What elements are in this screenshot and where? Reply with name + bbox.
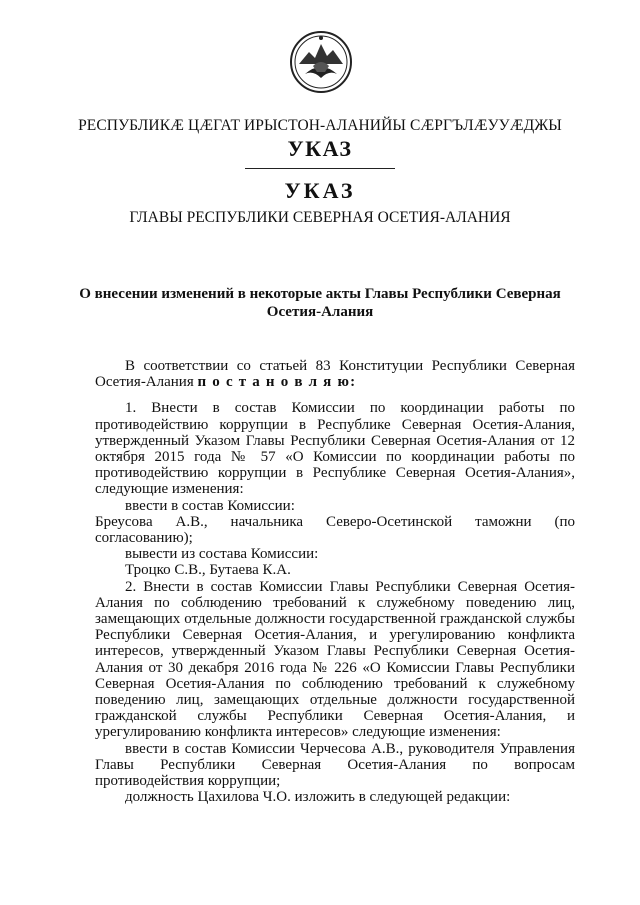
paragraph-remove-members-label: вывести из состава Комиссии: [125, 546, 319, 563]
paragraph-add-member-2: ввести в состав Комиссии Черчесова А.В., руководителя Управления Главы Республики Северная Осетия-Алания по вопросам противодействия коррупции; [95, 740, 575, 790]
decree-heading-russian: УКАЗ [284, 178, 356, 203]
coat-of-arms-emblem [289, 30, 353, 94]
document-title: О внесении изменений в некоторые акты Главы Республики Северная Осетия-Алания [79, 286, 561, 320]
header-divider [245, 168, 395, 169]
paragraph-position-change: должность Цахилова Ч.О. изложить в следующей редакции: [125, 789, 511, 806]
header-ossetian-line: РЕСПУБЛИКӔ ЦӔГАТ ИРЫСТОН-АЛАНИЙЫ СӔРГЪЛӔУУӔДЖЫ [78, 117, 562, 134]
preamble-text: В соответствии со статьей 83 Конституции Республики Северная Осетия-Алания [95, 358, 575, 391]
document-body [95, 358, 575, 805]
paragraph-add-members: Бреусова А.В., начальника Северо-Осетинской таможни (по согласованию); [95, 513, 575, 547]
paragraph-remove-members: Троцко С.В., Бутаева К.А. [125, 562, 291, 579]
paragraph-add-members-label: ввести в состав Комиссии: [125, 497, 295, 514]
header-russian-line: ГЛАВЫ РЕСПУБЛИКИ СЕВЕРНАЯ ОСЕТИЯ-АЛАНИЯ [129, 209, 511, 226]
decree-heading-ossetian: УКАЗ [287, 136, 353, 161]
paragraph-1: 1. Внести в состав Комиссии по координации работы по противодействию коррупции в Республике Северная Осетия-Алания, утвержденный Указом Главы Республики Северная Осетия-Алания от 12 октября 2015 года № 57 «О Комиссии по координации работы по противодействию коррупции в Республике Северная Осетия-Алания», следующие изменения: [95, 400, 575, 498]
preamble-paragraph [95, 358, 575, 390]
decree-word: п о с т а н о в л я ю: [197, 374, 357, 391]
paragraph-2: 2. Внести в состав Комиссии Главы Республики Северная Осетия-Алания по соблюдению требований к служебному поведению лиц, замещающих отдельные должности государственной гражданской службы Республики Северная Осетия-Алания, и урегулированию конфликта интересов, утвержденный Указом Главы Республики Северная Осетия-Алания от 30 декабря 2016 года № 226 «О Комиссии Главы Республики Северная Осетия-Алания по соблюдению требований к служебному поведению лиц, замещающих отдельные должности государственной гражданской службы Республики Северная Осетия-Алания, и урегулированию конфликта интересов» следующие изменения: [95, 578, 575, 741]
